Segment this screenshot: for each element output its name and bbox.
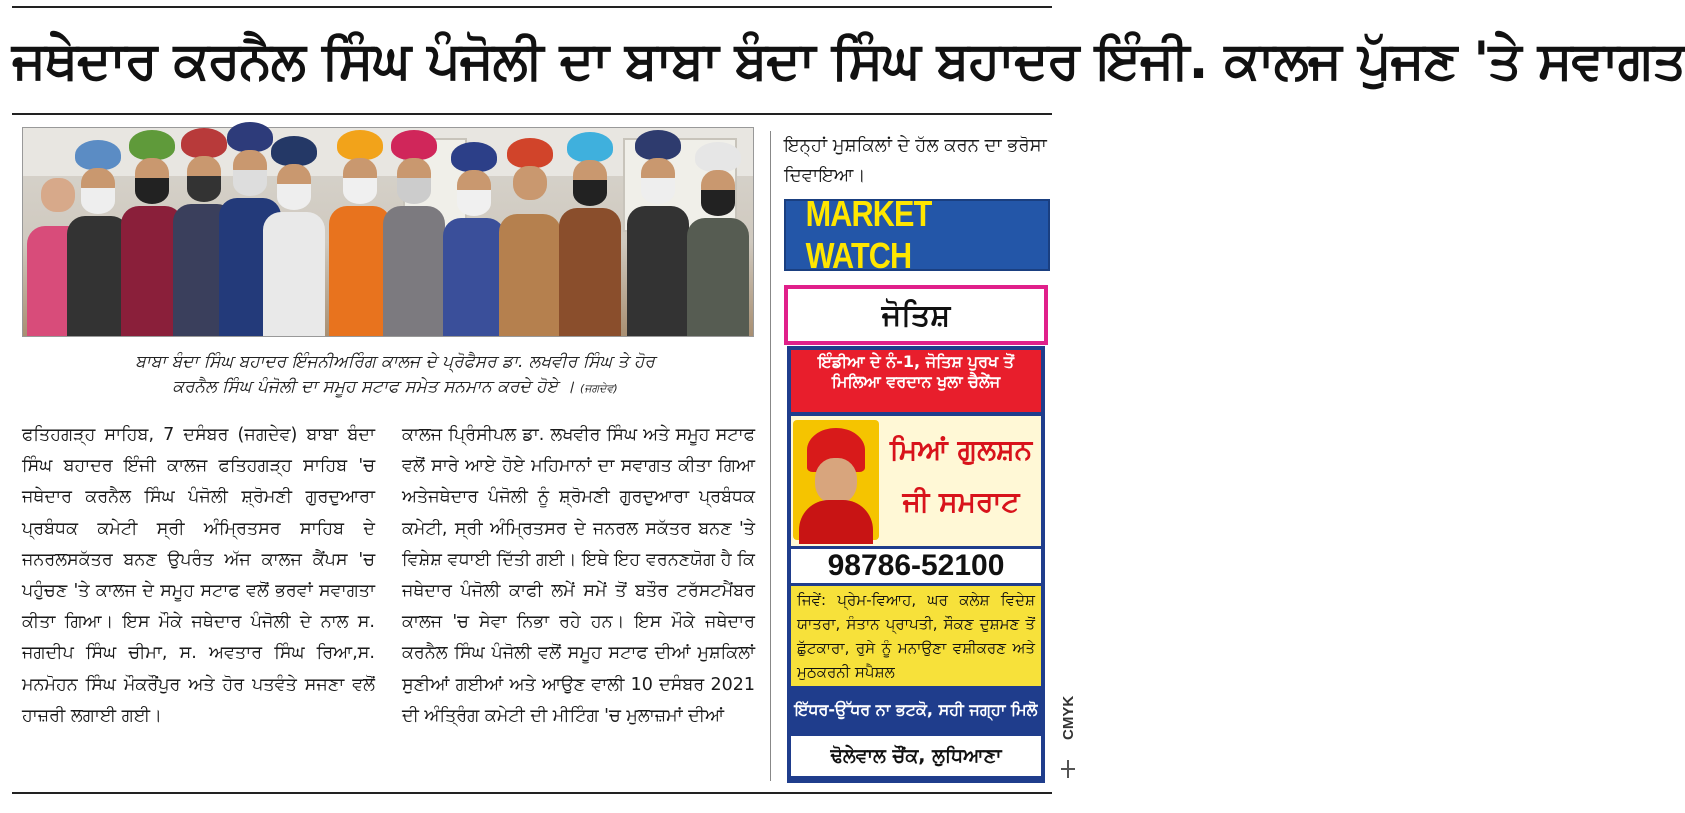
ad-services: ਜਿਵੇਂ: ਪ੍ਰੇਮ-ਵਿਆਹ, ਘਰ ਕਲੇਸ਼ ਵਿਦੇਸ਼ ਯਾਤਰਾ, ਸੰਤਾਨ ਪ੍ਰਾਪਤੀ, ਸੌਕਣ ਦੁਸ਼ਮਣ ਤੋਂ ਛੁੱਟਕਾਰਾ, ਰੁਸੇ ਨੂੰ ਮਨਾਉਣਾ ਵਸ਼ੀਕਰਣ ਅਤੇ ਮੁਠਕਰਨੀ ਸਪੈਸ਼ਲ <box>791 586 1041 686</box>
market-watch-banner <box>784 193 1050 276</box>
ad-top-banner: ਇੰਡੀਆ ਦੇ ਨੰ-1, ਜੋਤਿਸ਼ ਪੁਰਖ ਤੋਂ ਮਿਲਿਆ ਵਰਦਾਨ ਖੁਲਾ ਚੈਲੇਂਜ <box>791 350 1041 412</box>
saint-portrait-image <box>793 420 879 540</box>
registration-cross-icon <box>1061 760 1075 778</box>
column-divider <box>770 131 771 781</box>
ad-phone: 98786-52100 <box>791 549 1041 583</box>
ad-slogan: ਇੱਧਰ-ਉੱਧਰ ਨਾ ਭਟਕੋ, ਸਹੀ ਜਗ੍ਹਾ ਮਿਲੋ <box>791 690 1041 730</box>
photo-caption <box>40 350 750 401</box>
article-column-1: ਫਤਿਹਗੜ੍ਹ ਸਾਹਿਬ, 7 ਦਸੰਬਰ (ਜਗਦੇਵ) ਬਾਬਾ ਬੰਦਾ ਸਿੰਘ ਬਹਾਦਰ ਇੰਜੀ ਕਾਲਜ ਫਤਿਹਗੜ੍ਹ ਸਾਹਿਬ 'ਚ ਜਥੇਦਾਰ ਕਰਨੈਲ ਸਿੰਘ ਪੰਜੋਲੀ ਸ਼੍ਰੋਮਣੀ ਗੁਰਦੁਆਰਾ ਪ੍ਰਬੰਧਕ ਕਮੇਟੀ ਸ੍ਰੀ ਅੰਮ੍ਰਿਤਸਰ ਸਾਹਿਬ ਦੇ ਜਨਰਲਸਕੱਤਰ ਬਨਣ ਉਪਰੰਤ ਅੱਜ ਕਾਲਜ ਕੈਂਪਸ 'ਚ ਪਹੁੰਚਣ 'ਤੇ ਕਾਲਜ ਦੇ ਸਮੂਹ ਸਟਾਫ ਵਲੋਂ ਭਰਵਾਂ ਸਵਾਗਤਾ ਕੀਤਾ ਗਿਆ। ਇਸ ਮੌਕੇ ਜਥੇਦਾਰ ਪੰਜੋਲੀ ਦੇ ਨਾਲ ਸ. ਜਗਦੀਪ ਸਿੰਘ ਚੀਮਾ, ਸ. ਅਵਤਾਰ ਸਿੰਘ ਰਿਆ,ਸ. ਮਨਮੋਹਨ ਸਿੰਘ ਮੌਕਰੌਂਪੁਰ ਅਤੇ ਹੋਰ ਪਤਵੰਤੇ ਸਜਣਾ ਵਲੋਂ ਹਾਜ਼ਰੀ ਲਗਾਈ ਗਈ। <box>22 425 375 726</box>
ad-middle-panel <box>791 416 1041 546</box>
top-rule <box>12 6 1052 8</box>
jyotish-header: ਜੋਤਿਸ਼ <box>784 285 1048 345</box>
cmyk-label: CMYK <box>1060 695 1077 740</box>
headline-underline <box>12 113 1052 115</box>
article-column-2: ਕਾਲਜ ਪ੍ਰਿੰਸੀਪਲ ਡਾ. ਲਖਵੀਰ ਸਿੰਘ ਅਤੇ ਸਮੂਹ ਸਟਾਫ ਵਲੋਂ ਸਾਰੇ ਆਏ ਹੋਏ ਮਹਿਮਾਨਾਂ ਦਾ ਸਵਾਗਤ ਕੀਤਾ ਗਿਆ ਅਤੇਜਥੇਦਾਰ ਪੰਜੋਲੀ ਨੂੰ ਸ਼੍ਰੋਮਣੀ ਗੁਰਦੁਆਰਾ ਪ੍ਰਬੰਧਕ ਕਮੇਟੀ, ਸ੍ਰੀ ਅੰਮ੍ਰਿਤਸਰ ਦੇ ਜਨਰਲ ਸਕੱਤਰ ਬਨਣ 'ਤੇ ਵਿਸ਼ੇਸ਼ ਵਧਾਈ ਦਿੱਤੀ ਗਈ। ਇਥੇ ਇਹ ਵਰਨਣਯੋਗ ਹੈ ਕਿ ਜਥੇਦਾਰ ਪੰਜੋਲੀ ਕਾਫੀ ਲਮੇਂ ਸਮੇਂ ਤੋਂ ਬਤੌਰ ਟਰੱਸਟਮੈਂਬਰ ਕਾਲਜ 'ਚ ਸੇਵਾ ਨਿਭਾ ਰਹੇ ਹਨ। ਇਸ ਮੌਕੇ ਜਥੇਦਾਰ ਕਰਨੈਲ ਸਿੰਘ ਪੰਜੋਲੀ ਵਲੋਂ ਸਮੂਹ ਸਟਾਫ ਦੀਆਂ ਮੁਸ਼ਕਿਲਾਂ ਸੁਣੀਆਂ ਗਈਆਂ ਅਤੇ ਆਉਣ ਵਾਲੀ 10 ਦਸੰਬਰ 2021 ਦੀ ਅੰਤ੍ਰਿੰਗ ਕਮੇਟੀ ਦੀ ਮੀਟਿੰਗ 'ਚ ਮੁਲਾਜ਼ਮਾਂ ਦੀਆਂ <box>402 425 755 726</box>
ad-address: ਢੋਲੇਵਾਲ ਚੌਂਕ, ਲੁਧਿਆਣਾ <box>791 736 1041 776</box>
news-photo <box>22 127 754 337</box>
ad-name: ਮਿਆਂ ਗੁਲਸ਼ਨ ਜੀ ਸਮਰਾਟ <box>889 433 1033 518</box>
article-column-3: ਇਨ੍ਹਾਂ ਮੁਸ਼ਕਿਲਾਂ ਦੇ ਹੱਲ ਕਰਨ ਦਾ ਭਰੋਸਾ ਦਿਵਾਇਆ। <box>784 135 1047 186</box>
market-watch-label: MARKET WATCH <box>805 193 932 276</box>
caption-credit: (ਜਗਦੇਵ) <box>580 382 618 395</box>
headline: ਜਥੇਦਾਰ ਕਰਨੈਲ ਸਿੰਘ ਪੰਜੋਲੀ ਦਾ ਬਾਬਾ ਬੰਦਾ ਸਿੰਘ ਬਹਾਦਰ ਇੰਜੀ. ਕਾਲਜ ਪੁੱਜਣ 'ਤੇ ਸਵਾਗਤ <box>12 31 1685 91</box>
caption-line-2: ਕਰਨੈਲ ਸਿੰਘ ਪੰਜੋਲੀ ਦਾ ਸਮੂਹ ਸਟਾਫ ਸਮੇਤ ਸਨਮਾਨ ਕਰਦੇ ਹੋਏ । <box>172 377 575 397</box>
caption-line-1: ਬਾਬਾ ਬੰਦਾ ਸਿੰਘ ਬਹਾਦਰ ਇੰਜਨੀਅਰਿੰਗ ਕਾਲਜ ਦੇ ਪ੍ਰੋਫੈਸਰ ਡਾ. ਲਖਵੀਰ ਸਿੰਘ ਤੇ ਹੋਰ <box>135 352 655 372</box>
cmyk-mark <box>1058 680 1078 760</box>
astrology-advertisement <box>787 346 1045 783</box>
bottom-rule <box>12 792 1052 794</box>
